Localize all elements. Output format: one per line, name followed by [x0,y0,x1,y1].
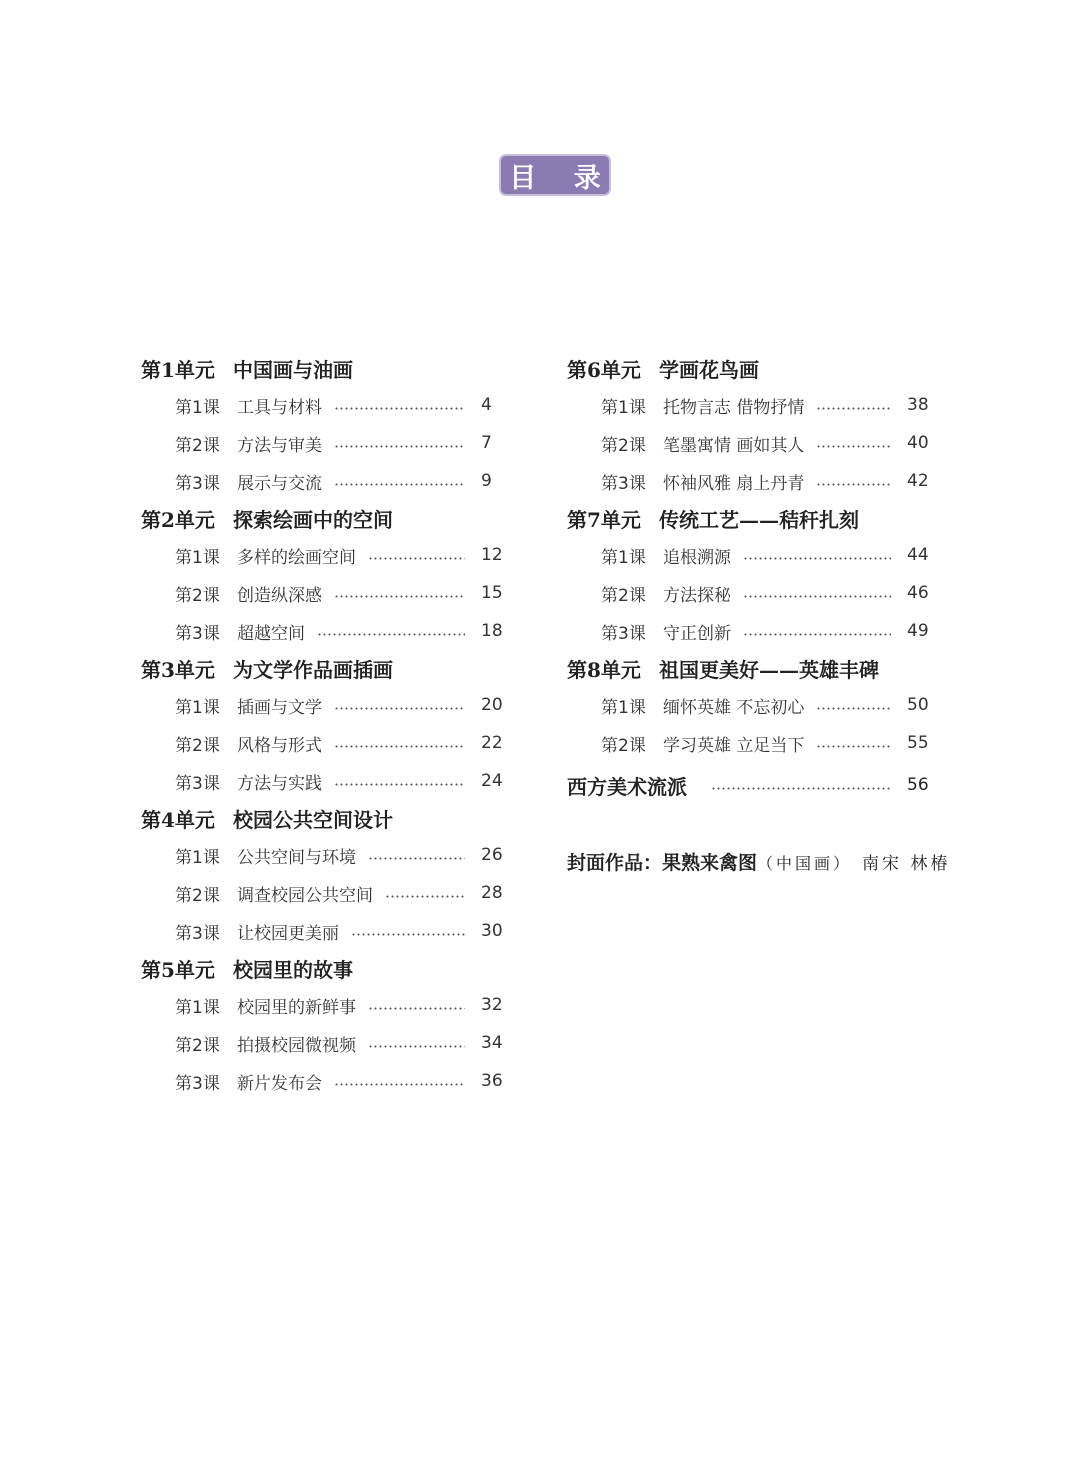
lesson-title: 笔墨寓情 画如其人 [663,435,805,456]
dot-leader [743,595,891,598]
unit-number: 第3单元 [141,657,215,682]
toc-extra-entry[interactable] [567,762,929,808]
lesson-page: 28 [481,883,503,903]
unit-heading[interactable] [141,350,503,386]
lesson-page: 20 [481,695,503,715]
lesson-entry[interactable] [141,836,503,874]
lesson-number: 第2课 [175,435,220,456]
lesson-page: 46 [907,583,929,603]
lesson-number: 第1课 [175,697,220,718]
unit-number: 第8单元 [567,657,641,682]
lesson-entry[interactable] [141,462,503,500]
lesson-entry[interactable] [141,986,503,1024]
lesson-number: 第2课 [601,735,646,756]
unit-number: 第4单元 [141,807,215,832]
lesson-title: 工具与材料 [237,397,322,418]
dot-leader [334,595,465,598]
lesson-entry[interactable] [567,612,929,650]
unit-title: 校园公共空间设计 [233,807,393,832]
lesson-page: 34 [481,1033,503,1053]
lesson-number: 第2课 [175,585,220,606]
lesson-entry[interactable] [141,424,503,462]
unit-heading[interactable] [141,650,503,686]
lesson-title: 让校园更美丽 [237,923,339,944]
lesson-title: 调查校园公共空间 [237,885,373,906]
lesson-entry[interactable] [567,724,929,762]
unit-number: 第1单元 [141,357,215,382]
dot-leader [816,445,891,448]
unit-title: 校园里的故事 [233,957,353,982]
lesson-title: 超越空间 [237,623,305,644]
dot-leader [368,557,465,560]
cover-credit [567,848,987,875]
dot-leader [334,407,465,410]
lesson-number: 第3课 [601,623,646,644]
dot-leader [711,787,891,790]
lesson-page: 24 [481,771,503,791]
lesson-entry[interactable] [567,536,929,574]
lesson-title: 托物言志 借物抒情 [663,397,805,418]
dot-leader [334,483,465,486]
unit-title: 祖国更美好——英雄丰碑 [659,657,879,682]
lesson-number: 第2课 [601,585,646,606]
lesson-page: 50 [907,695,929,715]
lesson-page: 4 [481,395,492,415]
unit-number: 第5单元 [141,957,215,982]
lesson-number: 第1课 [175,997,220,1018]
lesson-entry[interactable] [141,612,503,650]
dot-leader [334,445,465,448]
lesson-title: 学习英雄 立足当下 [663,735,805,756]
lesson-title: 风格与形式 [237,735,322,756]
cover-author: 南宋 林椿 [862,854,951,874]
dot-leader [368,1045,465,1048]
lesson-page: 22 [481,733,503,753]
lesson-title: 展示与交流 [237,473,322,494]
lesson-title: 方法探秘 [663,585,731,606]
lesson-entry[interactable] [141,874,503,912]
lesson-title: 新片发布会 [237,1073,322,1094]
lesson-number: 第1课 [601,547,646,568]
lesson-title: 插画与文学 [237,697,322,718]
lesson-entry[interactable] [567,462,929,500]
unit-title: 探索绘画中的空间 [233,507,393,532]
dot-leader [385,895,465,898]
lesson-entry[interactable] [141,1062,503,1100]
unit-heading[interactable] [567,350,987,386]
cover-title: 果熟来禽图 [662,852,758,874]
dot-leader [743,633,891,636]
lesson-page: 15 [481,583,503,603]
lesson-entry[interactable] [141,724,503,762]
lesson-number: 第3课 [175,473,220,494]
lesson-page: 44 [907,545,929,565]
lesson-number: 第2课 [175,735,220,756]
dot-leader [334,783,465,786]
toc-title-badge [501,156,615,194]
lesson-entry[interactable] [141,386,503,424]
unit-number: 第6单元 [567,357,641,382]
cover-genre: （中国画） [757,854,853,873]
lesson-title: 拍摄校园微视频 [237,1035,356,1056]
lesson-page: 55 [907,733,929,753]
lesson-entry[interactable] [567,686,929,724]
lesson-page: 40 [907,433,929,453]
lesson-page: 18 [481,621,503,641]
lesson-title: 创造纵深感 [237,585,322,606]
lesson-number: 第3课 [175,1073,220,1094]
cover-label: 封面作品： [567,852,663,874]
unit-heading[interactable] [141,800,503,836]
lesson-title: 缅怀英雄 不忘初心 [663,697,805,718]
lesson-page: 32 [481,995,503,1015]
dot-leader [368,857,465,860]
lesson-entry[interactable] [567,424,929,462]
unit-title: 为文学作品画插画 [233,657,393,682]
lesson-number: 第1课 [175,547,220,568]
extra-page: 56 [907,775,929,795]
lesson-entry[interactable] [141,1024,503,1062]
dot-leader [317,633,465,636]
lesson-page: 42 [907,471,929,491]
lesson-number: 第3课 [601,473,646,494]
lesson-page: 36 [481,1071,503,1091]
lesson-number: 第2课 [601,435,646,456]
dot-leader [334,707,465,710]
dot-leader [816,745,891,748]
lesson-number: 第3课 [175,773,220,794]
unit-number: 第7单元 [567,507,641,532]
lesson-number: 第3课 [175,623,220,644]
lesson-entry[interactable] [141,536,503,574]
unit-heading[interactable] [567,650,987,686]
lesson-title: 方法与审美 [237,435,322,456]
lesson-title: 校园里的新鲜事 [237,997,356,1018]
dot-leader [743,557,891,560]
unit-title: 中国画与油画 [233,357,353,382]
toc-right-column [567,350,987,875]
unit-number: 第2单元 [141,507,215,532]
unit-heading[interactable] [141,950,503,986]
lesson-page: 12 [481,545,503,565]
lesson-title: 方法与实践 [237,773,322,794]
lesson-title: 怀袖风雅 扇上丹青 [663,473,805,494]
toc-title: 目 录 [509,162,615,194]
lesson-number: 第1课 [601,697,646,718]
lesson-page: 30 [481,921,503,941]
dot-leader [334,745,465,748]
unit-heading[interactable] [141,500,503,536]
lesson-page: 38 [907,395,929,415]
toc-left-column [141,350,503,1100]
extra-title: 西方美术流派 [567,774,687,799]
lesson-entry[interactable] [141,574,503,612]
dot-leader [368,1007,465,1010]
dot-leader [334,1083,465,1086]
lesson-page: 9 [481,471,492,491]
lesson-entry[interactable] [141,762,503,800]
lesson-entry[interactable] [567,386,929,424]
lesson-number: 第3课 [175,923,220,944]
lesson-number: 第2课 [175,1035,220,1056]
unit-heading[interactable] [567,500,987,536]
lesson-number: 第1课 [175,397,220,418]
dot-leader [816,707,891,710]
lesson-title: 公共空间与环境 [237,847,356,868]
lesson-number: 第2课 [175,885,220,906]
toc-right-units [567,350,987,762]
lesson-title: 守正创新 [663,623,731,644]
unit-title: 传统工艺——秸秆扎刻 [659,507,859,532]
lesson-page: 49 [907,621,929,641]
lesson-entry[interactable] [141,912,503,950]
lesson-number: 第1课 [601,397,646,418]
lesson-entry[interactable] [141,686,503,724]
lesson-title: 多样的绘画空间 [237,547,356,568]
lesson-page: 7 [481,433,492,453]
lesson-title: 追根溯源 [663,547,731,568]
lesson-number: 第1课 [175,847,220,868]
lesson-page: 26 [481,845,503,865]
dot-leader [816,407,891,410]
dot-leader [351,933,465,936]
dot-leader [816,483,891,486]
unit-title: 学画花鸟画 [659,357,759,382]
lesson-entry[interactable] [567,574,929,612]
